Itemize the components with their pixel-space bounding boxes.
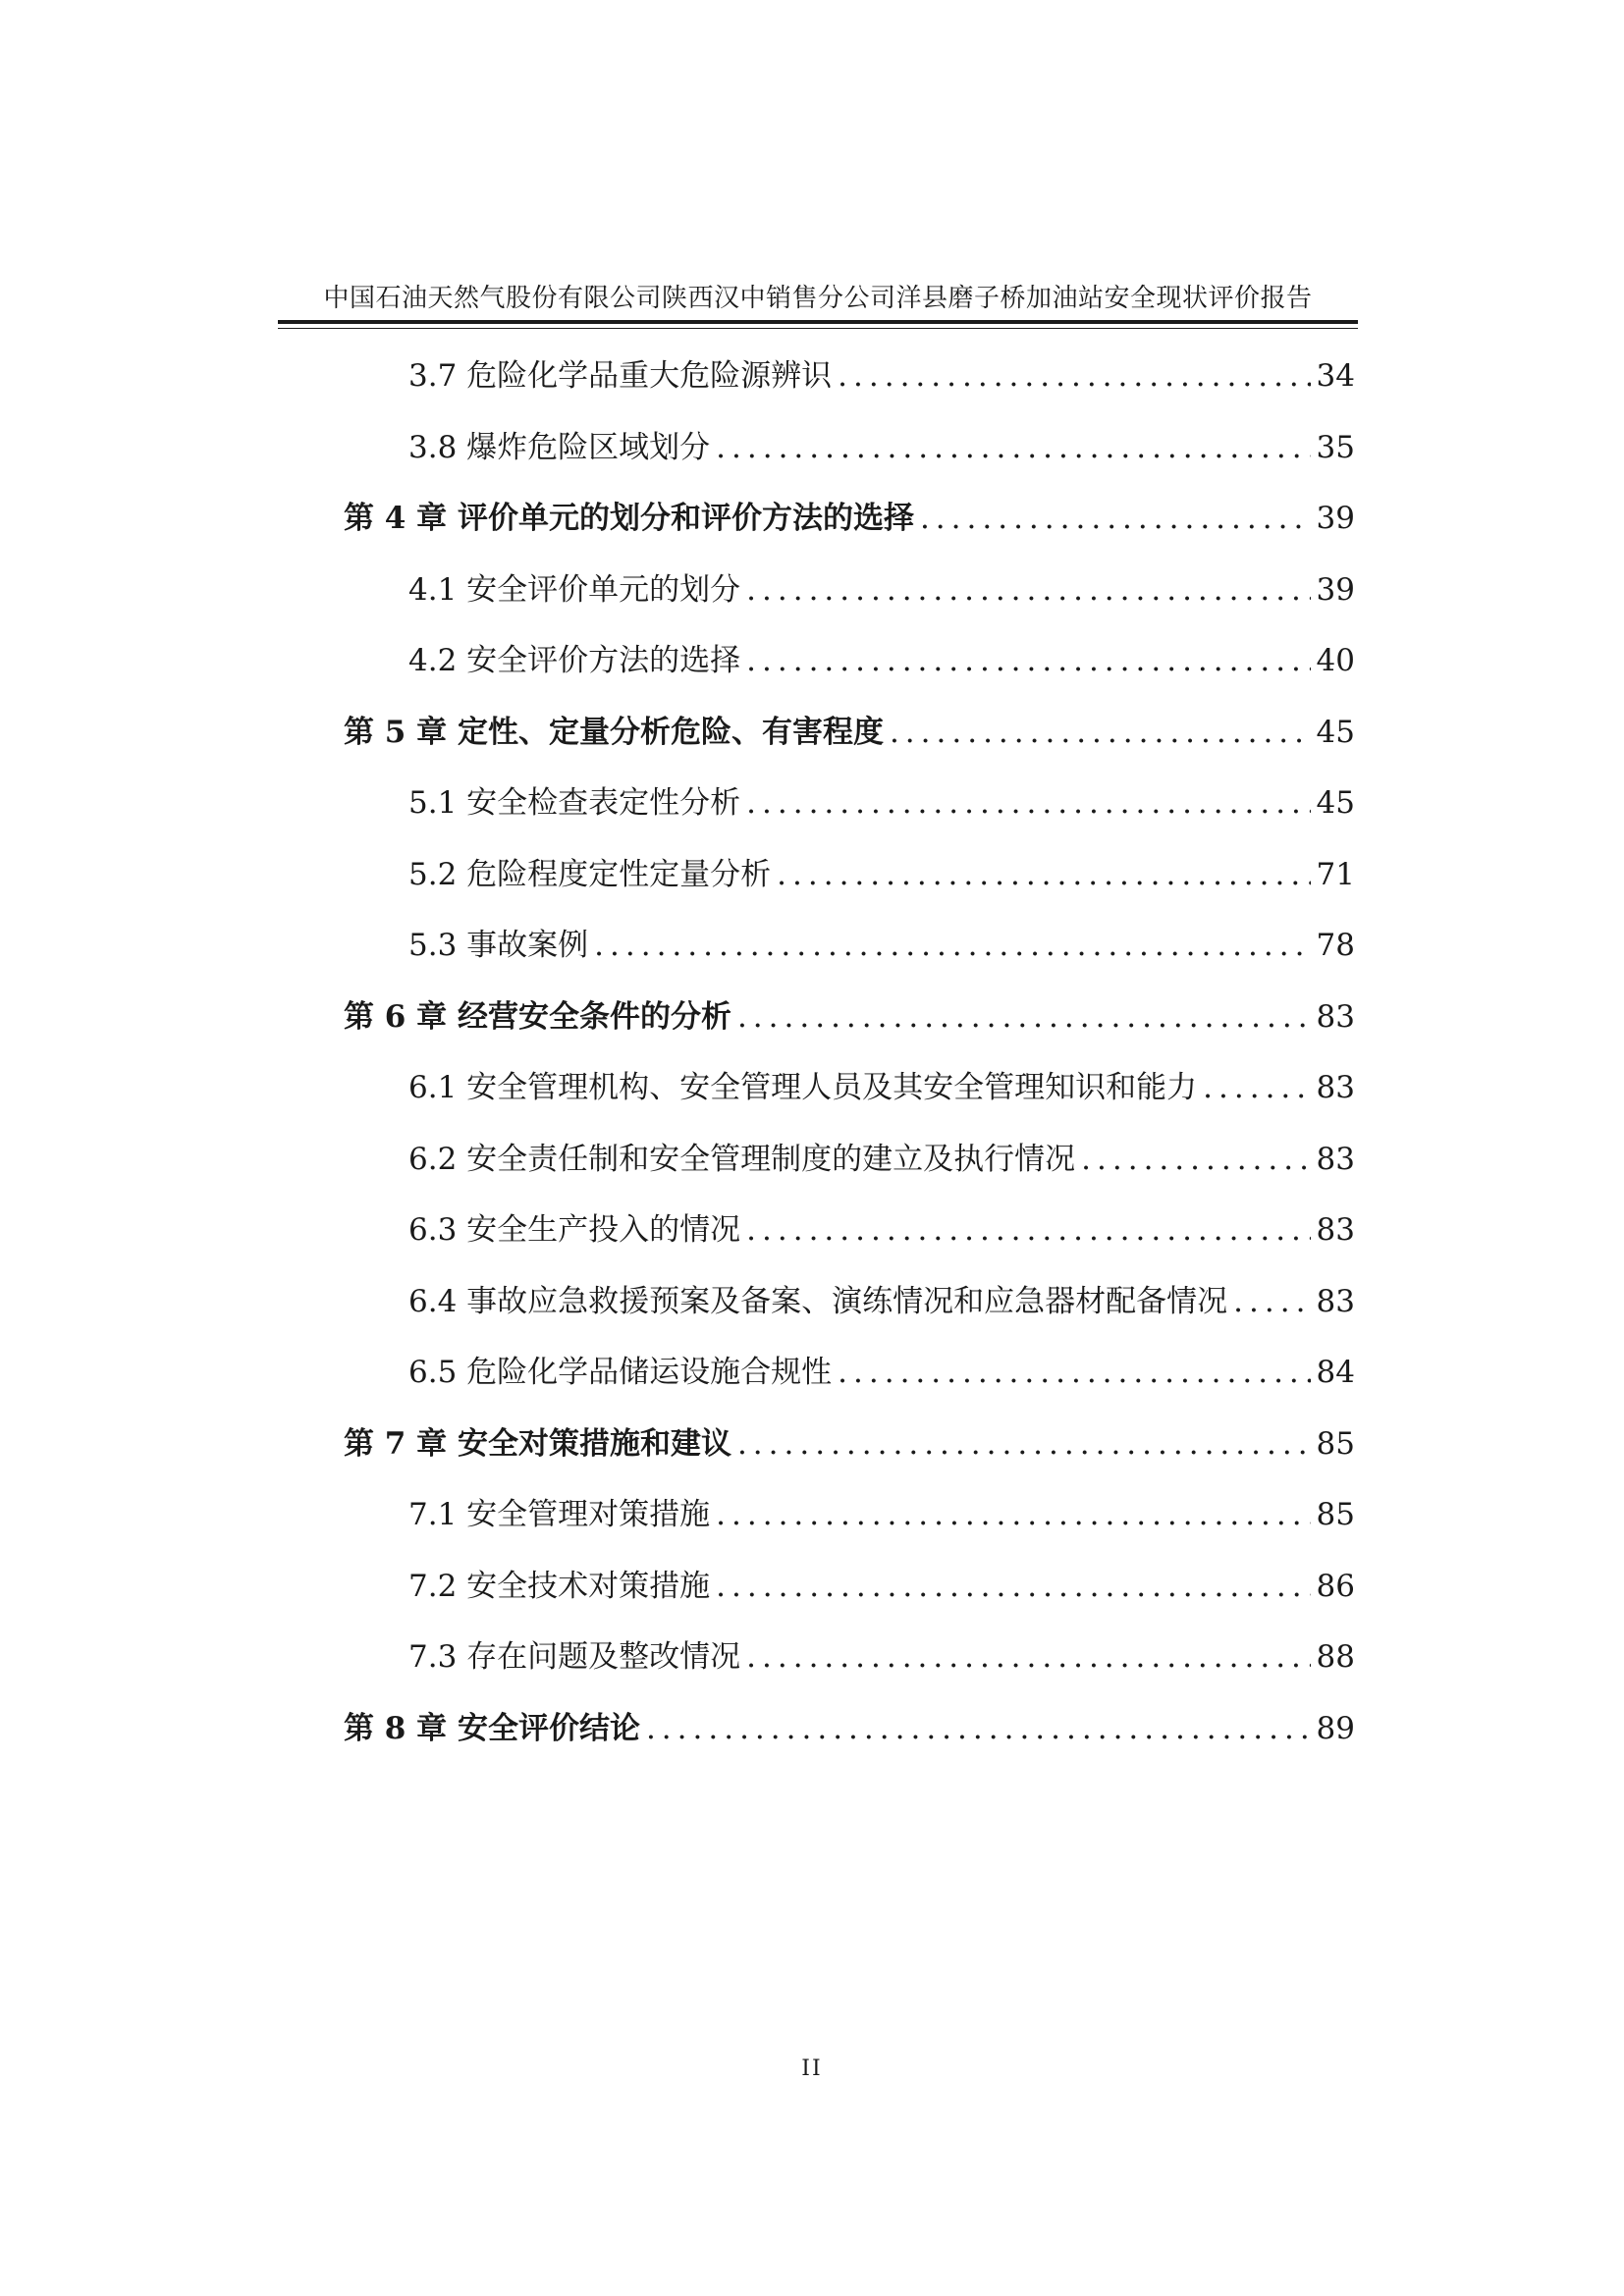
toc-entry-title: 第 5 章 定性、定量分析危险、有害程度	[344, 714, 884, 750]
toc-entry-title: 4.2 安全评价方法的选择	[408, 643, 741, 678]
toc-entry[interactable]	[344, 708, 1355, 757]
toc-entry[interactable]	[408, 1135, 1355, 1184]
page-header: 中国石油天然气股份有限公司陕西汉中销售分公司洋县磨子桥加油站安全现状评价报告	[323, 284, 1313, 313]
toc-entry[interactable]	[408, 1632, 1355, 1682]
toc-entry-title: 5.3 事故案例	[408, 928, 589, 963]
toc-entry-page: 83	[1316, 1212, 1355, 1248]
dot-leader	[737, 992, 1311, 1041]
toc-entry[interactable]	[408, 778, 1355, 828]
dot-leader	[716, 1562, 1310, 1611]
dot-leader	[1203, 1063, 1310, 1112]
toc-entry[interactable]	[408, 1562, 1355, 1611]
toc-entry[interactable]	[408, 1490, 1355, 1539]
dot-leader	[1233, 1277, 1310, 1326]
toc-entry-page: 84	[1316, 1355, 1355, 1390]
toc-entry-page: 45	[1316, 714, 1355, 750]
toc-entry[interactable]	[408, 921, 1355, 970]
toc-entry-page: 45	[1316, 785, 1355, 821]
toc-entry[interactable]	[408, 1063, 1355, 1112]
toc-entry[interactable]	[408, 565, 1355, 614]
dot-leader	[746, 778, 1310, 828]
toc-entry-title: 6.2 安全责任制和安全管理制度的建立及执行情况	[408, 1141, 1076, 1177]
toc-entry-title: 7.1 安全管理对策措施	[408, 1497, 711, 1532]
toc-entry-title: 5.2 危险程度定性定量分析	[408, 856, 772, 892]
toc-entry[interactable]	[344, 494, 1355, 543]
page-number: II	[801, 2056, 823, 2081]
dot-leader	[746, 565, 1310, 614]
toc-entry-title: 第 8 章 安全评价结论	[344, 1710, 640, 1746]
toc-entry-title: 3.7 危险化学品重大危险源辨识	[408, 358, 833, 394]
dot-leader	[838, 351, 1310, 400]
toc-entry[interactable]	[408, 850, 1355, 899]
toc-entry-page: 86	[1316, 1568, 1355, 1604]
toc-entry-page: 71	[1316, 856, 1355, 892]
dot-leader	[890, 708, 1311, 757]
toc-entry-page: 88	[1316, 1639, 1355, 1675]
dot-leader	[716, 423, 1310, 472]
toc-entry-page: 39	[1316, 571, 1355, 608]
toc-entry-page: 83	[1316, 1070, 1355, 1105]
toc-entry[interactable]	[344, 1419, 1355, 1468]
toc-entry-title: 6.4 事故应急救援预案及备案、演练情况和应急器材配备情况	[408, 1283, 1228, 1319]
toc-entry-title: 7.3 存在问题及整改情况	[408, 1639, 741, 1675]
toc-entry-title: 第 7 章 安全对策措施和建议	[344, 1425, 731, 1462]
dot-leader	[646, 1704, 1311, 1753]
toc-entry-title: 3.8 爆炸危险区域划分	[408, 429, 711, 465]
toc-entry-title: 7.2 安全技术对策措施	[408, 1568, 711, 1604]
toc-entry-page: 35	[1316, 429, 1355, 465]
toc-entry-page: 83	[1316, 1141, 1355, 1177]
dot-leader	[1081, 1135, 1310, 1184]
toc-entry-page: 85	[1316, 1497, 1355, 1532]
toc-entry[interactable]	[408, 1205, 1355, 1255]
dot-leader	[594, 921, 1310, 970]
toc-entry[interactable]	[344, 992, 1355, 1041]
toc-entry[interactable]	[408, 1348, 1355, 1397]
toc-entry-page: 83	[1316, 998, 1355, 1035]
toc-entry[interactable]	[408, 423, 1355, 472]
dot-leader	[838, 1348, 1310, 1397]
toc-entry-title: 6.3 安全生产投入的情况	[408, 1212, 741, 1248]
toc-entry-page: 40	[1316, 643, 1355, 678]
toc-entry-page: 89	[1316, 1710, 1355, 1746]
toc-entry-title: 第 6 章 经营安全条件的分析	[344, 998, 731, 1035]
toc-entry[interactable]	[408, 1277, 1355, 1326]
toc-entry-title: 4.1 安全评价单元的划分	[408, 571, 741, 608]
dot-leader	[746, 1632, 1310, 1682]
toc-entry-title: 6.1 安全管理机构、安全管理人员及其安全管理知识和能力	[408, 1070, 1198, 1105]
toc-entry[interactable]	[408, 351, 1355, 400]
toc-entry-title: 5.1 安全检查表定性分析	[408, 785, 741, 821]
dot-leader	[716, 1490, 1310, 1539]
toc-entry[interactable]	[408, 636, 1355, 685]
toc-entry-page: 39	[1316, 501, 1355, 536]
toc-entry-page: 78	[1316, 928, 1355, 963]
toc-entry-title: 第 4 章 评价单元的划分和评价方法的选择	[344, 501, 914, 536]
toc-entry-page: 85	[1316, 1425, 1355, 1462]
toc-entry[interactable]	[344, 1704, 1355, 1753]
toc-entry-title: 6.5 危险化学品储运设施合规性	[408, 1355, 833, 1390]
dot-leader	[920, 494, 1311, 543]
dot-leader	[737, 1419, 1311, 1468]
toc-entry-page: 34	[1316, 358, 1355, 394]
dot-leader	[746, 636, 1310, 685]
toc-entry-page: 83	[1316, 1283, 1355, 1319]
dot-leader	[777, 850, 1310, 899]
dot-leader	[746, 1205, 1310, 1255]
